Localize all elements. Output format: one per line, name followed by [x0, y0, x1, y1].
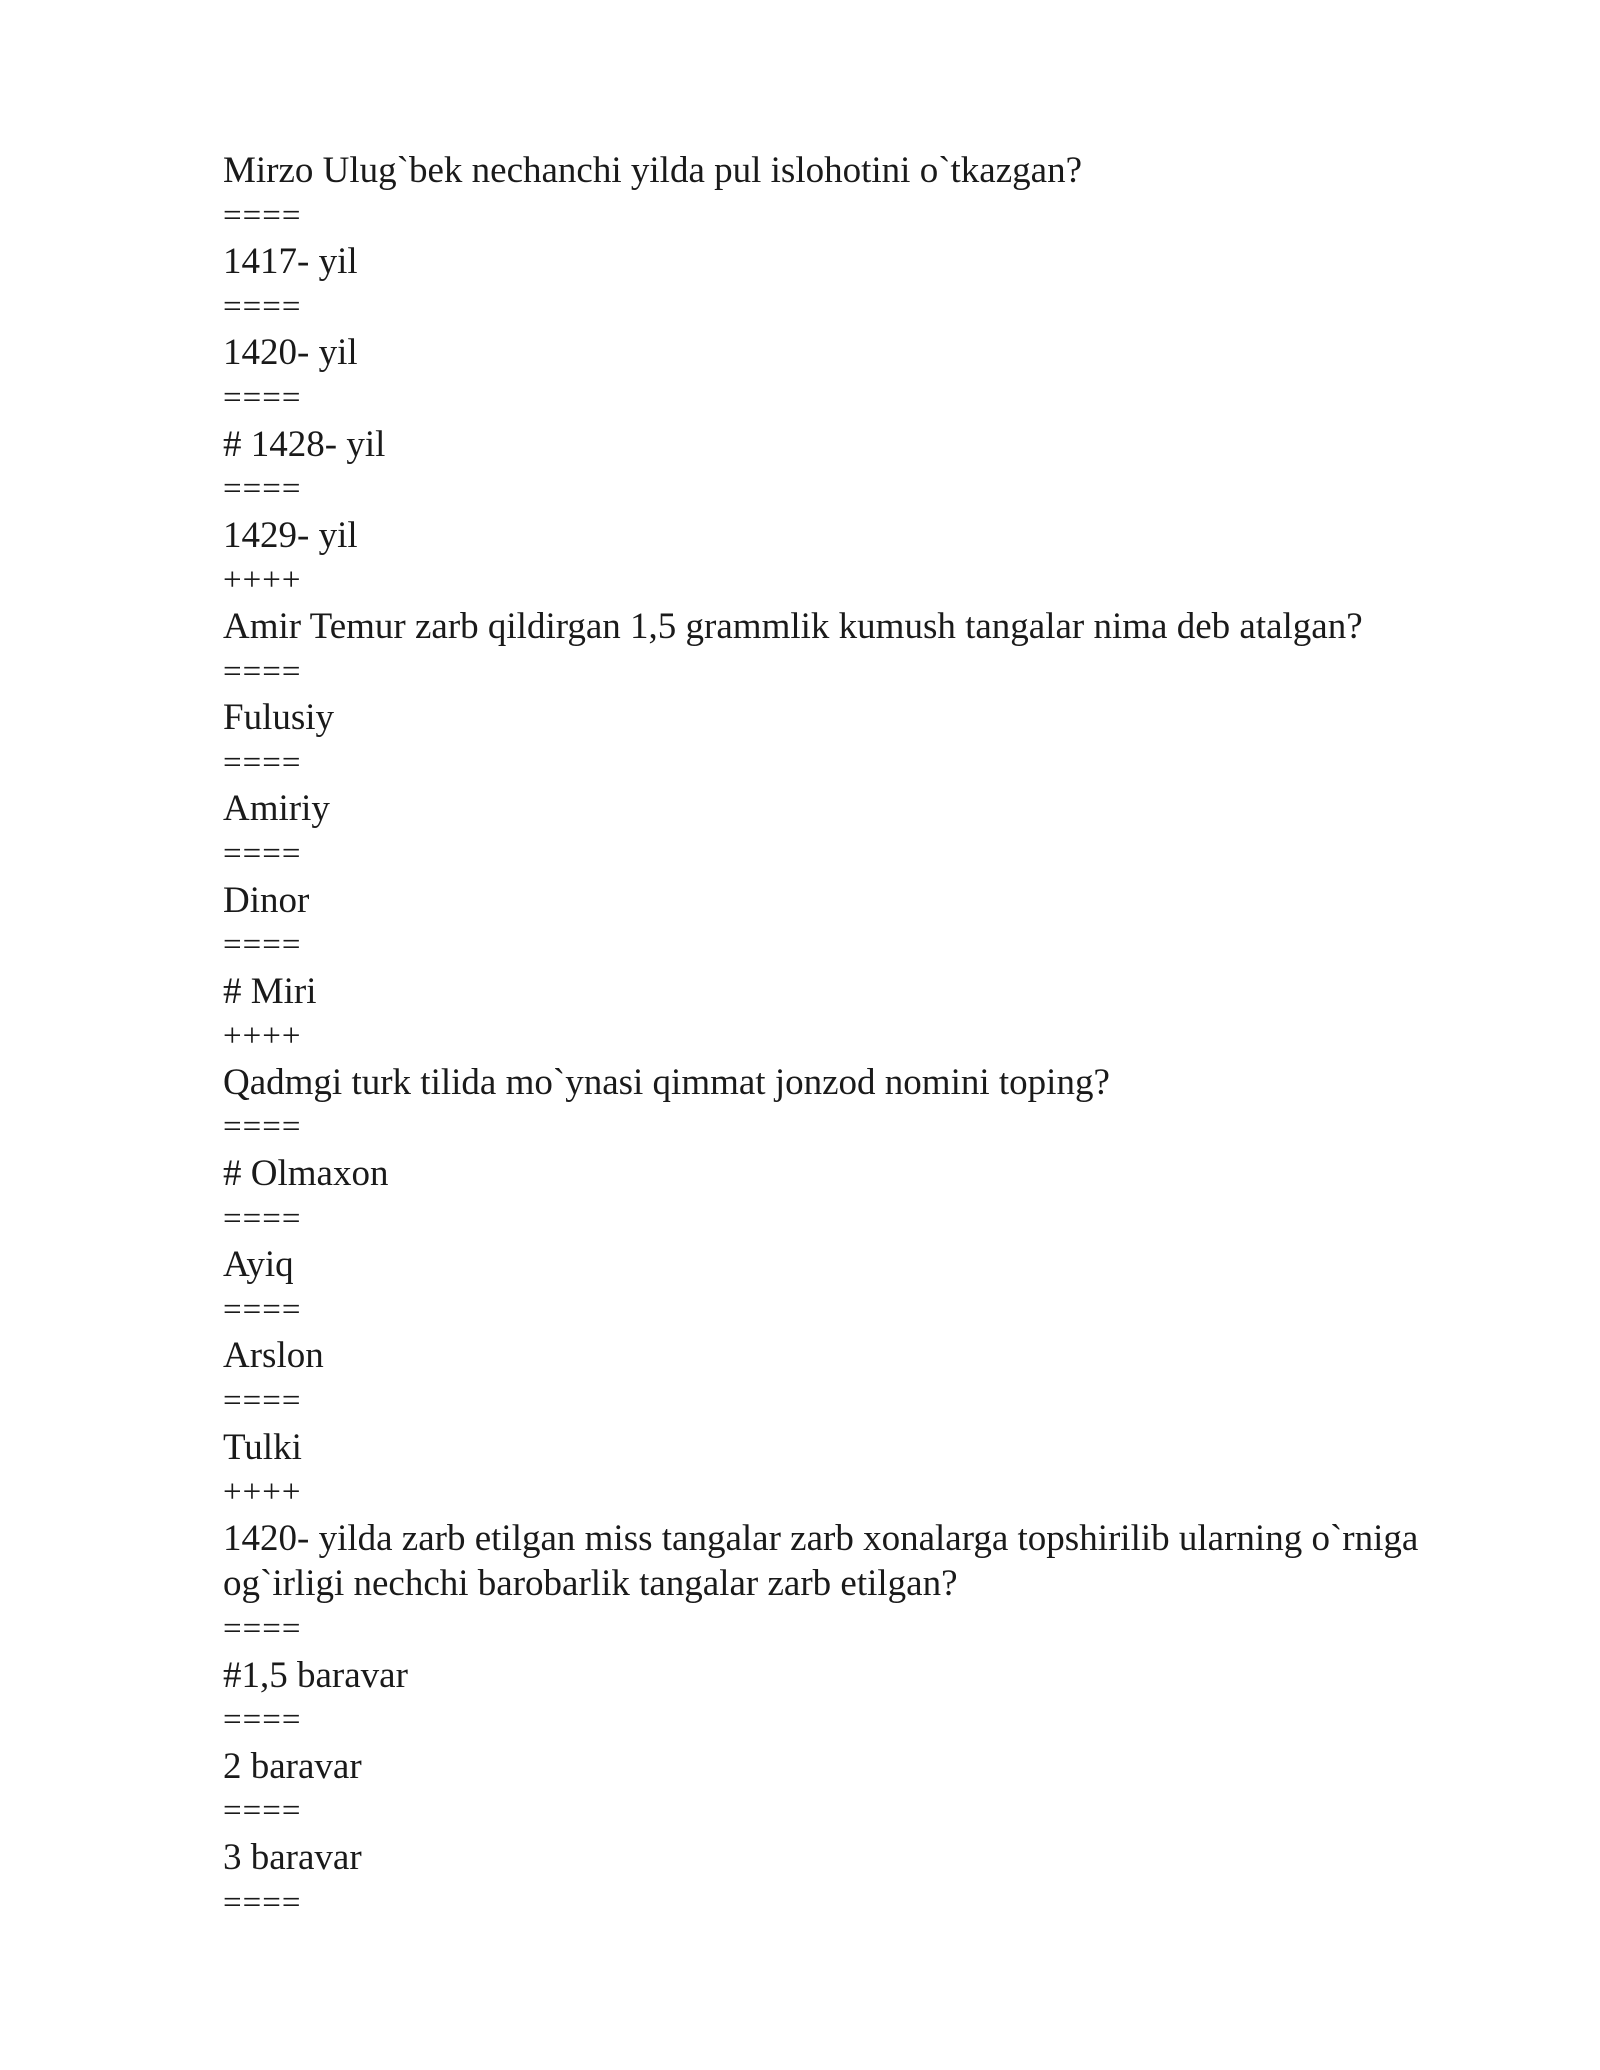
answer-option: Fulusiy	[223, 697, 335, 739]
answer-option: 1420- yil	[223, 332, 358, 374]
separator: ====	[223, 1200, 302, 1237]
answer-option: Ayiq	[223, 1244, 294, 1286]
question-text: Amir Temur zarb qildirgan 1,5 grammlik kumush tangalar nima deb atalgan?	[223, 605, 1363, 647]
separator: ====	[223, 927, 302, 964]
separator: ====	[223, 835, 302, 872]
answer-option: Tulki	[223, 1426, 302, 1468]
separator: ====	[223, 1383, 302, 1420]
answer-option: Dinor	[223, 879, 310, 921]
separator: ====	[223, 1702, 302, 1739]
question-separator: ++++	[223, 1474, 302, 1511]
question-separator: ++++	[223, 1018, 302, 1055]
answer-option: Arslon	[223, 1335, 324, 1377]
answer-option-correct: # Miri	[223, 970, 317, 1012]
answer-option-correct: #1,5 baravar	[223, 1654, 408, 1696]
question-separator: ++++	[223, 562, 302, 599]
answer-option: 1417- yil	[223, 241, 358, 283]
separator: ====	[223, 471, 302, 508]
answer-option: 1429- yil	[223, 514, 358, 556]
separator: ====	[223, 1793, 302, 1830]
answer-option-correct: # 1428- yil	[223, 423, 386, 465]
separator: ====	[223, 197, 302, 234]
answer-option-correct: # Olmaxon	[223, 1153, 389, 1195]
question-text: 1420- yilda zarb etilgan miss tangalar zarb xonalarga topshirilib ularning o`rniga	[223, 1517, 1419, 1559]
question-text: Qadmgi turk tilida mo`ynasi qimmat jonzod nomini toping?	[223, 1061, 1110, 1103]
separator: ====	[223, 653, 302, 690]
separator: ====	[223, 1291, 302, 1328]
separator: ====	[223, 1884, 302, 1921]
question-text: Mirzo Ulug`bek nechanchi yilda pul islohotini o`tkazgan?	[223, 150, 1082, 191]
answer-option: 2 baravar	[223, 1745, 362, 1787]
answer-option: Amiriy	[223, 788, 330, 830]
separator: ====	[223, 744, 302, 781]
separator: ====	[223, 1611, 302, 1647]
answer-option: 3 baravar	[223, 1836, 362, 1878]
separator: ====	[223, 1109, 302, 1146]
quiz-text-body	[223, 148, 1423, 1926]
separator: ====	[223, 288, 302, 325]
question-text-continued: og`irligi nechchi barobarlik tangalar zarb etilgan?	[223, 1563, 958, 1605]
separator: ====	[223, 379, 302, 416]
